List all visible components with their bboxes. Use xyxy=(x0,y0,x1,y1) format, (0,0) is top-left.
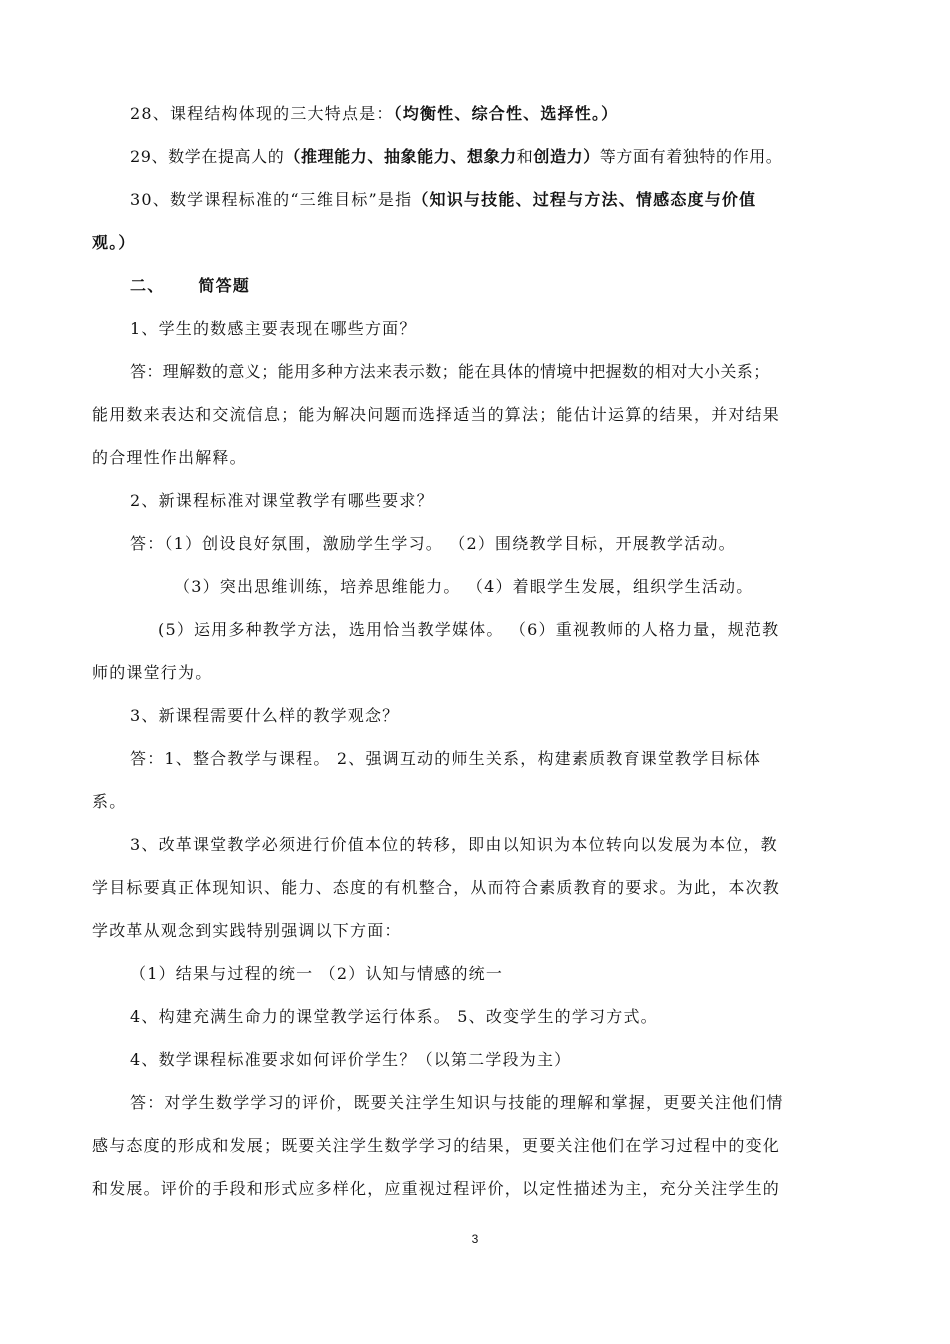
answer-1-line3: 的合理性作出解释。 xyxy=(92,448,247,467)
item-30-line1 xyxy=(130,188,756,212)
answer-3-line1: 答：1、整合教学与课程。 2、强调互动的师生关系，构建素质教育课堂教学目标体 xyxy=(130,749,762,768)
item-30-text: 30、数学课程标准的“三维目标”是指 xyxy=(130,190,413,209)
question-4: 4、数学课程标准要求如何评价学生？（以第二学段为主） xyxy=(130,1050,572,1069)
item-30-line2: 观。） xyxy=(92,233,136,252)
answer-2-line3: (5）运用多种教学方法，选用恰当教学媒体。 （6）重视教师的人格力量，规范教 xyxy=(158,620,780,639)
answer-4-line3: 和发展。评价的手段和形式应多样化，应重视过程评价，以定性描述为主，充分关注学生的 xyxy=(92,1179,781,1198)
item-28 xyxy=(130,102,618,126)
section-title: 简答题 xyxy=(198,276,251,295)
question-2: 2、新课程标准对课堂教学有哪些要求？ xyxy=(130,491,434,510)
question-3: 3、新课程需要什么样的教学观念？ xyxy=(130,706,400,725)
question-1: 1、学生的数感主要表现在哪些方面？ xyxy=(130,319,417,338)
answer-4-line2: 感与态度的形成和发展；既要关注学生数学学习的结果，更要关注他们在学习过程中的变化 xyxy=(92,1136,781,1155)
item-28-text: 28、课程结构体现的三大特点是： xyxy=(130,104,394,123)
item-29-answer-part1: （推理能力、抽象能力、想象力 xyxy=(284,147,517,166)
answer-3-para3-line3: 学改革从观念到实践特别强调以下方面： xyxy=(92,921,402,940)
item-29 xyxy=(130,145,782,169)
answer-1-line1: 答：理解数的意义；能用多种方法来表示数；能在具体的情境中把握数的相对大小关系； xyxy=(130,362,770,381)
item-28-answer: （均衡性、综合性、选择性。） xyxy=(393,104,619,123)
answer-2-line4: 师的课堂行为。 xyxy=(92,663,213,682)
answer-3-para3-line2: 学目标要真正体现知识、能力、态度的有机整合，从而符合素质教育的要求。为此，本次教 xyxy=(92,878,781,897)
answer-3-line2: 系。 xyxy=(92,792,127,811)
answer-3-para3-line4: （1）结果与过程的统一 （2）认知与情感的统一 xyxy=(130,964,504,983)
answer-3-para3-line1: 3、改革课堂教学必须进行价值本位的转移，即由以知识为本位转向以发展为本位，教 xyxy=(130,835,778,854)
answer-1-line2: 能用数来表达和交流信息；能为解决问题而选择适当的算法；能估计运算的结果，并对结果 xyxy=(92,405,781,424)
answer-2-line1: 答：（1）创设良好氛围，激励学生学习。 （2）围绕教学目标，开展教学活动。 xyxy=(130,534,736,553)
item-29-text: 29、数学在提高人的 xyxy=(130,147,285,166)
item-29-connector: 和 xyxy=(516,147,534,166)
answer-4-line1: 答：对学生数学学习的评价，既要关注学生知识与技能的理解和掌握，更要关注他们情 xyxy=(130,1093,784,1112)
answer-3-para4: 4、构建充满生命力的课堂教学运行体系。 5、改变学生的学习方式。 xyxy=(130,1007,658,1026)
answer-2-line2: （3）突出思维训练，培养思维能力。 （4）着眼学生发展，组织学生活动。 xyxy=(174,577,754,596)
section-heading xyxy=(130,274,250,298)
item-29-answer-part2: 创造力） xyxy=(533,147,600,166)
item-29-suffix: 等方面有着独特的作用。 xyxy=(599,147,783,166)
item-30-answer: （知识与技能、过程与方法、情感态度与价值 xyxy=(412,190,757,209)
section-number: 二、 xyxy=(130,276,165,295)
page-number: 3 xyxy=(471,1232,479,1246)
